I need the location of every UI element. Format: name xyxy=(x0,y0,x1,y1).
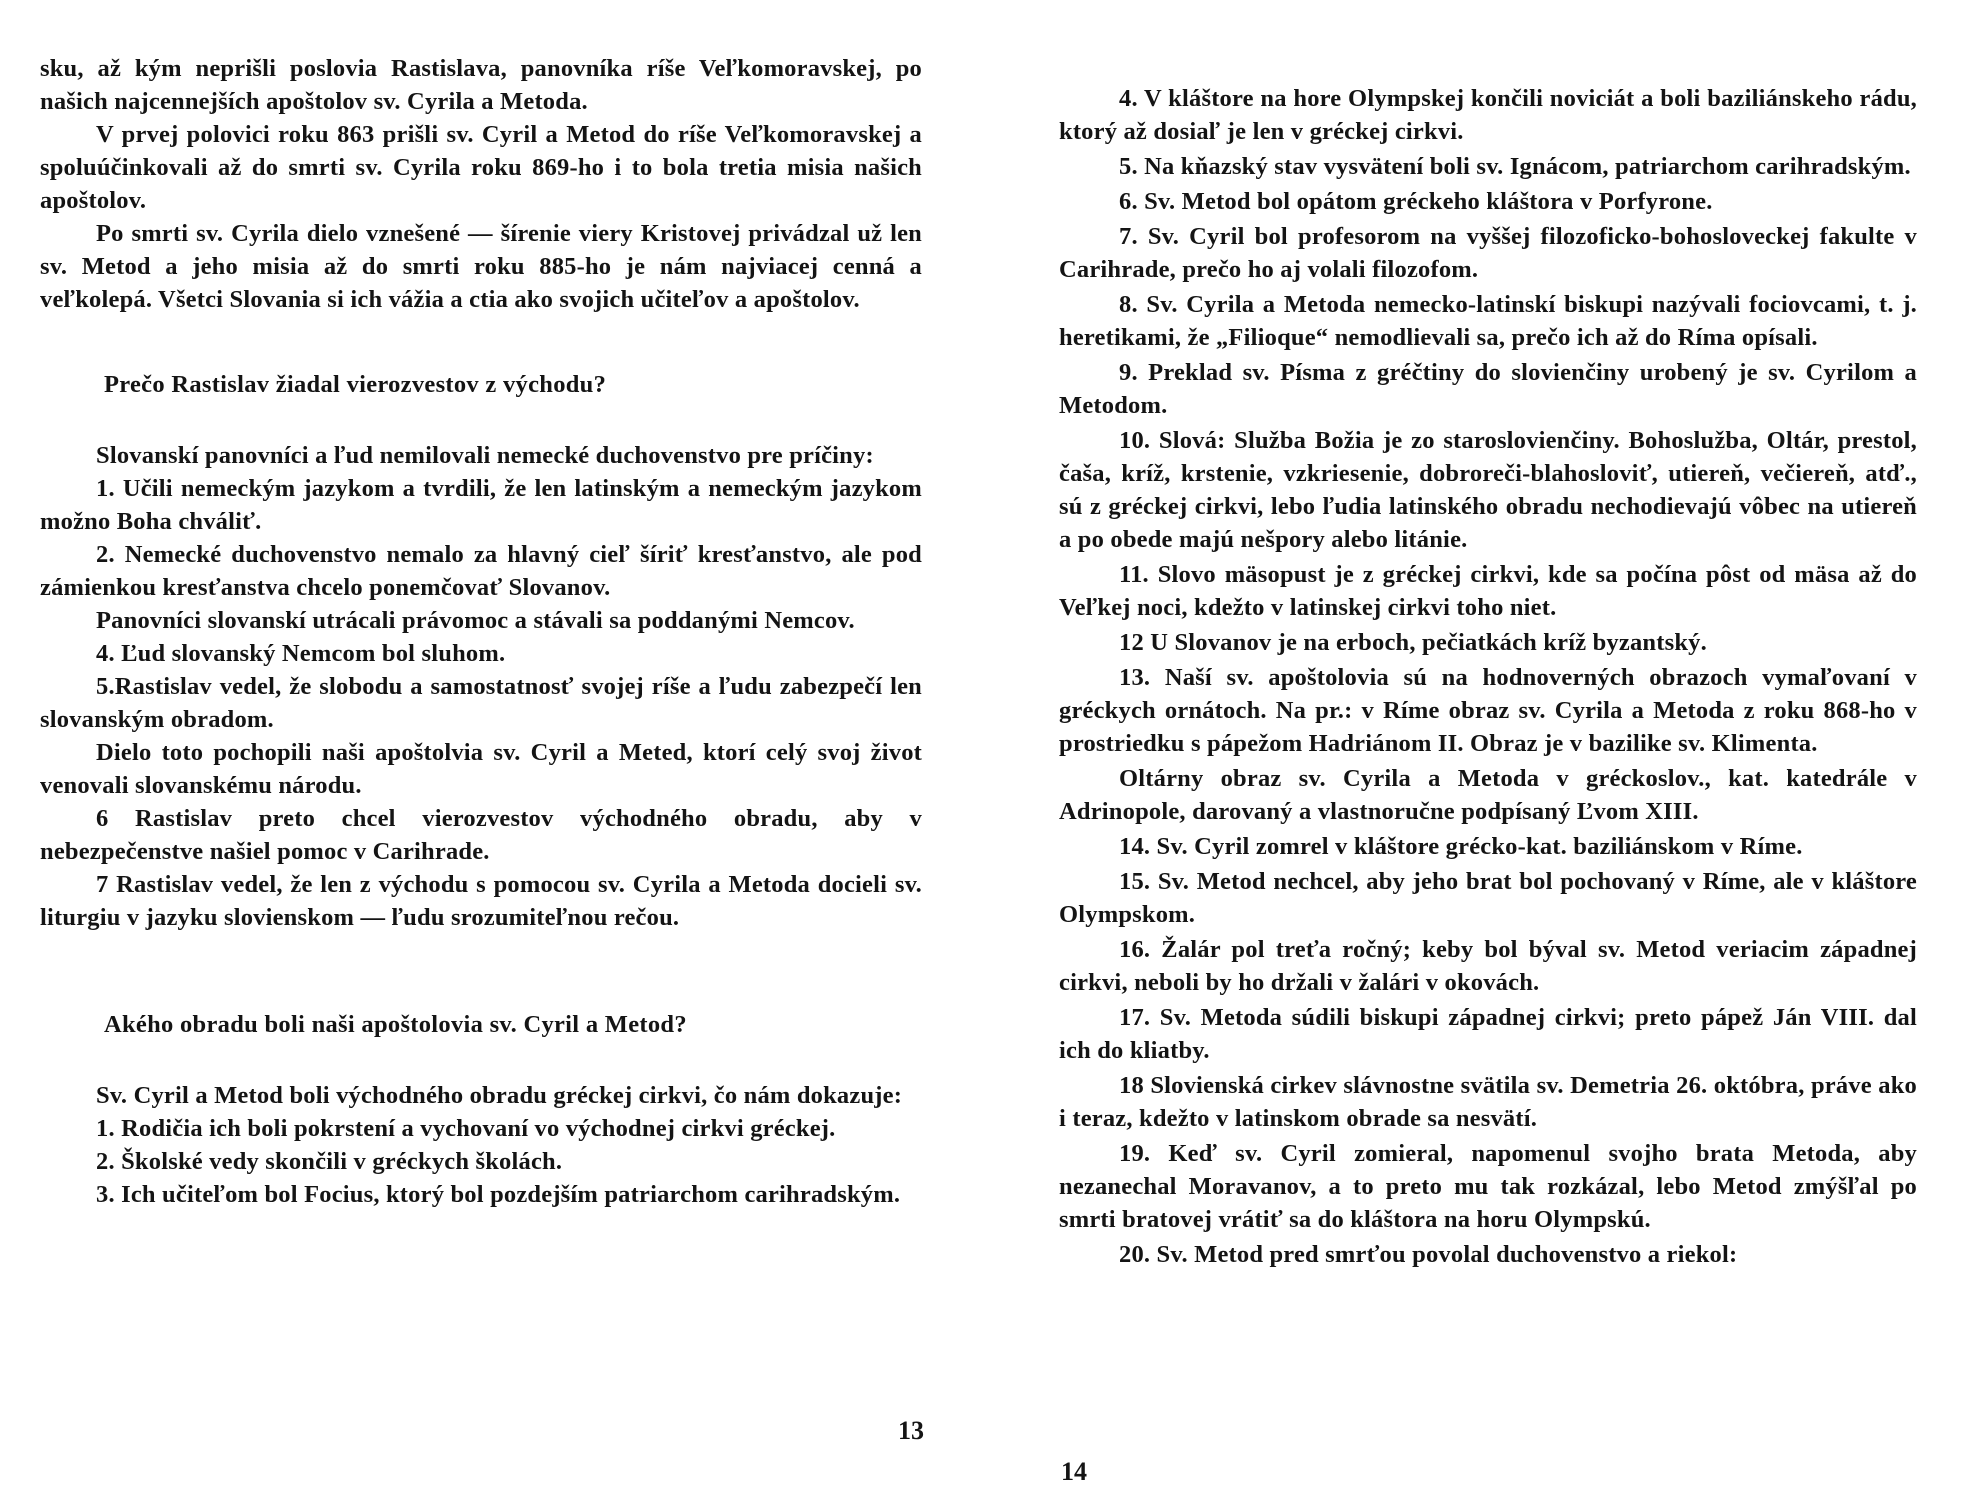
paragraph: Sv. Cyril a Metod boli východného obradu gréckej cirkvi, čo nám dokazuje: xyxy=(96,1082,903,1109)
right-page-text xyxy=(1059,82,1917,1273)
list-item: Dielo toto pochopili naši apoštolvia sv. Cyril a Meted, ktorí celý svoj život venovali slovanskému národu. xyxy=(40,739,922,799)
list-item: 4. V kláštore na hore Olympskej končili noviciát a boli baziliánskeho rádu, ktorý až dosiaľ je len v gréckej cirkvi. xyxy=(1059,85,1917,145)
list-item: 1. Učili nemeckým jazykom a tvrdili, že len latinským a nemeckým jazykom možno Boha chváliť. xyxy=(40,475,922,535)
list-item: 4. Ľud slovanský Nemcom bol sluhom. xyxy=(96,640,506,667)
paragraph: V prvej polovici roku 863 prišli sv. Cyril a Metod do ríše Veľkomoravskej a spoluúčinkovali až do smrti sv. Cyrila roku 869-ho i to bola tretia misia našich apoštolov. xyxy=(40,121,922,214)
list-item: 8. Sv. Cyrila a Metoda nemecko-latinskí biskupi nazývali fociovcami, t. j. heretikami, že „Filioque“ nemodlievali sa, prečo ich až do Ríma opísali. xyxy=(1059,291,1917,351)
list-item: Panovníci slovanskí utrácali právomoc a stávali sa poddanými Nemcov. xyxy=(96,607,855,634)
section-heading: Prečo Rastislav žiadal vierozvestov z východu? xyxy=(104,371,607,398)
list-item: 14. Sv. Cyril zomrel v kláštore grécko-kat. baziliánskom v Ríme. xyxy=(1119,833,1803,860)
list-item: Oltárny obraz sv. Cyrila a Metoda v gréckoslov., kat. katedrále v Adrinopole, darovaný a vlastnoručne podpísaný Ľvom XIII. xyxy=(1059,765,1917,825)
paragraph: Po smrti sv. Cyrila dielo vznešené — šírenie viery Kristovej privádzal už len sv. Metod a jeho misia až do smrti roku 885-ho je nám najviacej cenná a veľkolepá. Všetci Slovania si ich vážia a ctia ako svojich učiteľov a apoštolov. xyxy=(40,220,922,313)
list-item: 17. Sv. Metoda súdili biskupi západnej cirkvi; preto pápež Ján VIII. dal ich do kliatby. xyxy=(1059,1004,1917,1064)
list-item: 7. Sv. Cyril bol profesorom na vyššej filozoficko-bohosloveckej fakulte v Carihrade, prečo ho aj volali filozofom. xyxy=(1059,223,1917,283)
list-item: 7 Rastislav vedel, že len z východu s pomocou sv. Cyrila a Metoda docieli sv. liturgiu v jazyku slovienskom — ľudu srozumiteľnou rečou. xyxy=(40,871,922,931)
page-number: 14 xyxy=(1061,1457,1087,1486)
list-item: 19. Keď sv. Cyril zomieral, napomenul svojho brata Metoda, aby nezanechal Moravanov, a to preto mu tak rozkázal, lebo Metod zmýšľal po smrti bratovej vrátiť sa do kláštora na horu Olympskú. xyxy=(1059,1140,1917,1233)
list-item: 2. Nemecké duchovenstvo nemalo za hlavný cieľ šíriť kresťanstvo, ale pod zámienkou kresťanstva chcelo ponemčovať Slovanov. xyxy=(40,541,922,601)
list-item: 5. Na kňazský stav vysvätení boli sv. Ignácom, patriarchom carihradským. xyxy=(1119,153,1911,180)
list-item: 1. Rodičia ich boli pokrstení a vychovaní vo východnej cirkvi gréckej. xyxy=(96,1115,836,1142)
section-heading: Akého obradu boli naši apoštolovia sv. Cyril a Metod? xyxy=(104,1011,687,1038)
list-item: 13. Naší sv. apoštolovia sú na hodnoverných obrazoch vymaľovaní v gréckych ornátoch. Na pr.: v Ríme obraz sv. Cyrila a Metoda z roku 868-ho v prostriedku s pápežom Hadriánom II. Obraz je v bazilike sv. Klimenta. xyxy=(1059,664,1917,757)
list-item: 6. Sv. Metod bol opátom gréckeho kláštora v Porfyrone. xyxy=(1119,188,1713,215)
list-item: 3. Ich učiteľom bol Focius, ktorý bol pozdejším patriarchom carihradským. xyxy=(96,1181,901,1208)
right-page xyxy=(981,0,1962,1500)
list-item: 5.Rastislav vedel, že slobodu a samostatnosť svojej ríše a ľudu zabezpečí len slovanským obradom. xyxy=(40,673,922,733)
paragraph: sku, až kým neprišli poslovia Rastislava, panovníka ríše Veľkomoravskej, po našich najcennejších apoštolov sv. Cyrila a Metoda. xyxy=(40,55,922,115)
list-item: 6 Rastislav preto chcel vierozvestov východného obradu, aby v nebezpečenstve našiel pomoc v Carihrade. xyxy=(40,805,922,865)
page-number: 13 xyxy=(898,1416,924,1445)
list-item: 18 Slovienská cirkev slávnostne svätila sv. Demetria 26. októbra, práve ako i teraz, kdežto v latinskom obrade sa nesvätí. xyxy=(1059,1072,1917,1132)
paragraph: Slovanskí panovníci a ľud nemilovali nemecké duchovenstvo pre príčiny: xyxy=(96,442,874,469)
list-item: 20. Sv. Metod pred smrťou povolal duchovenstvo a riekol: xyxy=(1119,1241,1738,1268)
list-item: 2. Školské vedy skončili v gréckych školách. xyxy=(96,1148,563,1175)
list-item: 11. Slovo mäsopust je z gréckej cirkvi, kde sa počína pôst od mäsa až do Veľkej noci, kdežto v latinskej cirkvi toho niet. xyxy=(1059,561,1917,621)
list-item: 9. Preklad sv. Písma z gréčtiny do slovienčiny urobený je sv. Cyrilom a Metodom. xyxy=(1059,359,1917,419)
list-item: 10. Slová: Služba Božia je zo staroslovienčiny. Bohoslužba, Oltár, prestol, čaša, kríž, krstenie, vzkriesenie, dobroreči-blahosloviť, utiereň, večiereň, atď., sú z gréckej cirkvi, lebo ľudia latinského obradu nechodievajú vôbec na utiereň a po obede majú nešpory alebo litánie. xyxy=(1059,427,1917,553)
list-item: 12 U Slovanov je na erboch, pečiatkách kríž byzantský. xyxy=(1119,629,1707,656)
list-item: 15. Sv. Metod nechcel, aby jeho brat bol pochovaný v Ríme, ale v kláštore Olympskom. xyxy=(1059,868,1917,928)
list-item: 16. Žalár pol treťa ročný; keby bol býval sv. Metod veriacim západnej cirkvi, neboli by ho držali v žalári v okovách. xyxy=(1059,936,1917,996)
left-page-text xyxy=(40,52,922,1211)
